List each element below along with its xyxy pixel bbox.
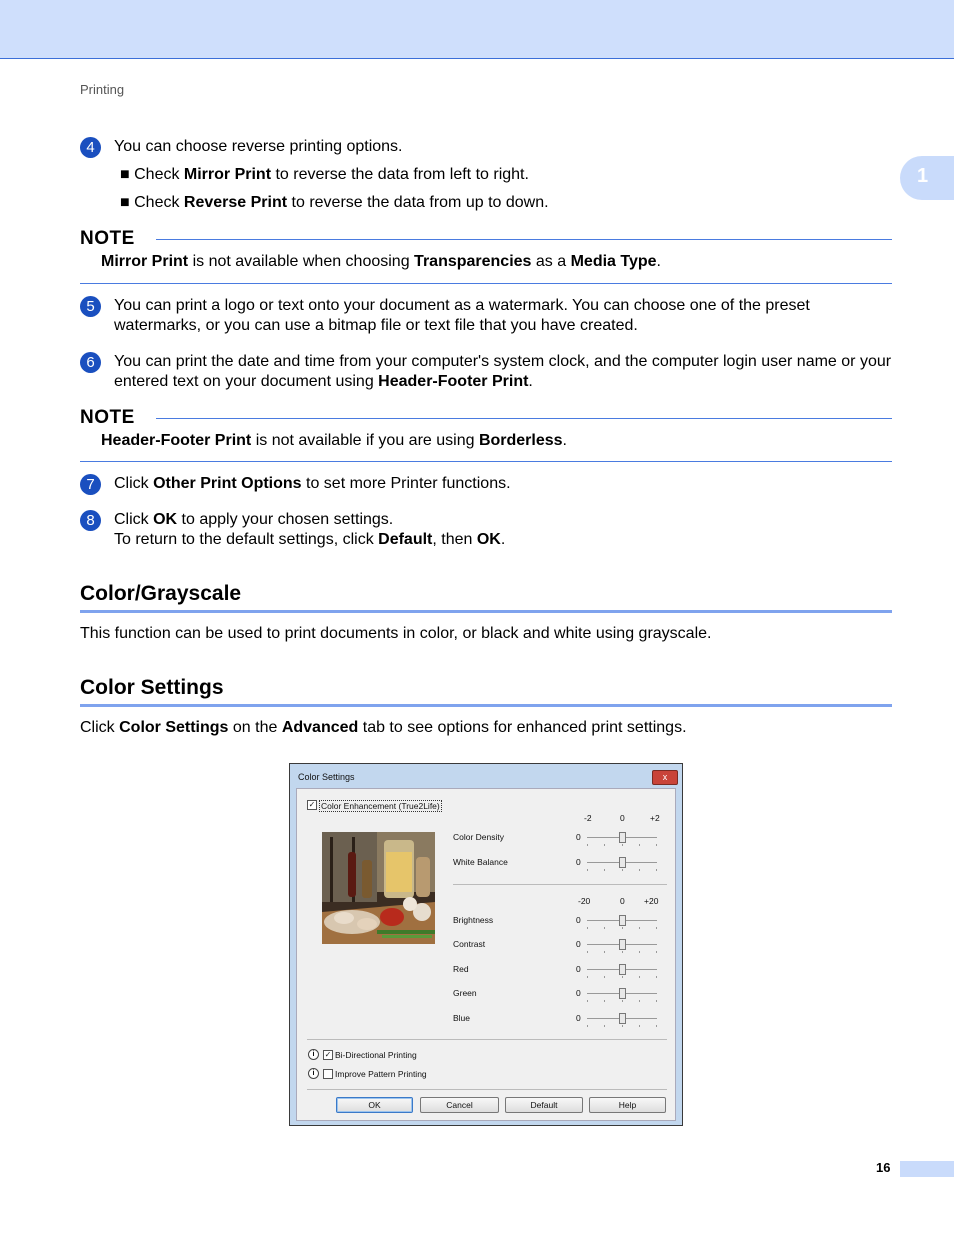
section-body: This function can be used to print documents in color, or black and white using grayscale. <box>80 625 712 642</box>
separator <box>307 1089 667 1090</box>
slider-ticks <box>587 1000 657 1003</box>
section-rule <box>80 610 892 613</box>
slider-label-color-density: Color Density <box>453 832 505 842</box>
default-button[interactable]: Default <box>505 1097 583 1113</box>
slider-thumb[interactable] <box>619 1013 626 1024</box>
slider-value: 0 <box>576 832 581 842</box>
slider-ticks <box>587 951 657 954</box>
color-enhancement-label: Color Enhancement (True2Life) <box>321 801 440 811</box>
page-number: 16 <box>876 1160 891 1175</box>
dialog-title: Color Settings <box>298 772 355 782</box>
scale1-mid: 0 <box>620 813 625 823</box>
section-body: Click Color Settings on the Advanced tab to see options for enhanced print settings. <box>80 719 687 736</box>
bidirectional-checkbox[interactable]: ✓ <box>324 1050 332 1059</box>
ok-button[interactable]: OK <box>336 1097 413 1113</box>
slider-label-white-balance: White Balance <box>453 857 508 867</box>
bullet-reverse-print: ■ Check Reverse Print to reverse the data from up to down. <box>120 194 549 211</box>
scale2-mid: 0 <box>620 896 625 906</box>
step-number: 5 <box>80 296 101 317</box>
slider-label-red: Red <box>453 964 469 974</box>
slider-ticks <box>587 869 657 872</box>
slider-ticks <box>587 976 657 979</box>
slider-label-brightness: Brightness <box>453 915 494 925</box>
slider-ticks <box>587 927 657 930</box>
slider-label-green: Green <box>453 988 477 998</box>
slider-value: 0 <box>576 857 581 867</box>
slider-thumb[interactable] <box>619 915 626 926</box>
separator <box>453 884 667 885</box>
dialog-body <box>296 788 676 1121</box>
chapter-tab <box>900 156 954 200</box>
improve-pattern-checkbox[interactable] <box>323 1069 333 1079</box>
separator <box>307 1039 667 1040</box>
info-icon: i <box>308 1068 319 1079</box>
preview-image <box>322 832 435 944</box>
step-text: You can choose reverse printing options. <box>114 138 403 155</box>
running-header: Printing <box>80 82 125 97</box>
scale1-min: -2 <box>584 813 592 823</box>
info-icon: i <box>308 1049 319 1060</box>
slider-value: 0 <box>576 939 581 949</box>
step-number: 6 <box>80 352 101 373</box>
note-bottom-rule <box>80 461 892 462</box>
color-enhancement-checkbox[interactable]: ✓ <box>308 800 316 809</box>
slider-value: 0 <box>576 1013 581 1023</box>
note-text: Header-Footer Print is not available if you are using Borderless. <box>101 432 567 449</box>
color-settings-dialog <box>289 763 683 1126</box>
note-title: NOTE <box>80 228 135 249</box>
slider-label-blue: Blue <box>453 1013 471 1023</box>
slider-thumb[interactable] <box>619 964 626 975</box>
note-title: NOTE <box>80 407 135 428</box>
slider-label-contrast: Contrast <box>453 939 486 949</box>
slider-thumb[interactable] <box>619 832 626 843</box>
step-number: 4 <box>80 137 101 158</box>
top-banner <box>0 0 954 59</box>
slider-ticks <box>587 1025 657 1028</box>
page-tab <box>900 1161 954 1177</box>
step-number: 7 <box>80 474 101 495</box>
slider-thumb[interactable] <box>619 988 626 999</box>
slider-thumb[interactable] <box>619 939 626 950</box>
note-rule <box>156 418 892 419</box>
section-title-color-settings: Color Settings <box>80 676 224 699</box>
note-text: Mirror Print is not available when choosing Transparencies as a Media Type. <box>101 253 661 270</box>
slider-value: 0 <box>576 964 581 974</box>
section-title-color-grayscale: Color/Grayscale <box>80 582 242 605</box>
note-rule <box>156 239 892 240</box>
improve-pattern-label: Improve Pattern Printing <box>335 1069 427 1079</box>
step-text: You can print the date and time from your computer's system clock, and the computer login user name or your entered text on your document using Header-Footer Print. <box>114 353 892 390</box>
slider-value: 0 <box>576 988 581 998</box>
scale1-max: +2 <box>650 813 660 823</box>
cancel-button[interactable]: Cancel <box>420 1097 499 1113</box>
step-text: You can print a logo or text onto your document as a watermark. You can choose one of the preset watermarks, or you can use a bitmap file or text file that you have created. <box>114 297 810 334</box>
scale2-min: -20 <box>578 896 591 906</box>
step-text: Click OK to apply your chosen settings. To return to the default settings, click Default, then OK. <box>114 511 506 548</box>
slider-ticks <box>587 844 657 847</box>
preview-image-graphic <box>322 832 435 944</box>
slider-thumb[interactable] <box>619 857 626 868</box>
section-rule <box>80 704 892 707</box>
bullet-mirror-print: ■ Check Mirror Print to reverse the data from left to right. <box>120 166 529 183</box>
help-button[interactable]: Help <box>589 1097 666 1113</box>
chapter-number: 1 <box>917 165 929 187</box>
step-text: Click Other Print Options to set more Printer functions. <box>114 475 511 492</box>
scale2-max: +20 <box>644 896 659 906</box>
step-number: 8 <box>80 510 101 531</box>
note-bottom-rule <box>80 283 892 284</box>
slider-value: 0 <box>576 915 581 925</box>
close-button[interactable]: x <box>652 770 678 785</box>
bidirectional-label: Bi-Directional Printing <box>335 1050 417 1060</box>
